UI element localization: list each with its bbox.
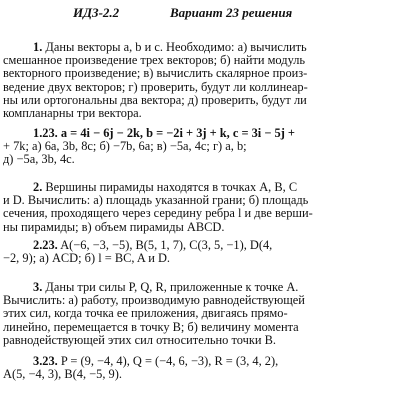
task-3-line: равнодействующей этих сил относительно точки B. (3, 333, 276, 347)
task-3-23-number: 3.23. (33, 355, 58, 368)
task-3-statement (3, 281, 397, 347)
task-3-23-line: A(5, −4, 3), B(4, −5, 9). (3, 368, 122, 382)
task-1-line: смешанное произведение трех векторов; б) найти модуль (3, 54, 306, 68)
task-2-23-data (3, 239, 397, 265)
task-2-23-line: −2, 9); а) ACD; б) l = BC, A и D. (3, 252, 170, 266)
task-3-line: Вычислить: а) работу, производимую равнодействующей (3, 294, 305, 308)
task-3-number: 3. (33, 281, 43, 294)
task-3-line (3, 281, 397, 294)
task-1-text: Даны векторы a, b и c. Необходимо: а) вычислить (45, 41, 307, 54)
task-1-line: векторного произведение; в) вычислить скалярное произ- (3, 67, 308, 81)
variant-title: Вариант 23 решения (170, 5, 293, 20)
task-3-line: этих сил, когда точка ее приложения, двигаясь прямо- (3, 307, 288, 321)
page-header (0, 5, 400, 23)
task-3-line: линейно, перемещается в точку B; б) величину момента (3, 320, 299, 334)
task-2-text: Вершины пирамиды находятся в точках A, B, C (45, 181, 298, 194)
task-3-text: Даны три силы P, Q, R, приложенные к точке A. (45, 281, 299, 294)
task-1-23-data (3, 127, 397, 167)
task-1-23-line: + 7k; а) 6a, 3b, 8c; б) −7b, 6a; в) −5a, 4c; г) a, b; (3, 140, 247, 154)
task-2-line (3, 181, 397, 194)
task-1-line: ны или ортогональны два вектора; д) проверить, будут ли (3, 93, 307, 107)
task-1-line: компланарны три вектора. (3, 106, 142, 120)
task-3-23-data (3, 355, 397, 381)
task-1-number: 1. (33, 41, 43, 54)
task-1-23-line (3, 127, 397, 140)
task-2-23-line (3, 239, 397, 252)
task-2-statement (3, 181, 397, 234)
task-2-line: ны пирамиды; в) объем пирамиды ABCD. (3, 220, 225, 234)
task-3-23-text: P = (9, −4, 4), Q = (−4, 6, −3), R = (3, 4, 2), (60, 355, 279, 368)
task-1-23-line: д) −5a, 3b, 4c. (3, 153, 75, 167)
task-1-23-number: 1.23. (33, 127, 58, 140)
assignment-code: ИДЗ-2.2 (73, 5, 120, 20)
task-2-23-number: 2.23. (33, 239, 58, 252)
task-2-23-text: A(−6, −3, −5), B(5, 1, 7), C(3, 5, −1), D(4, (60, 239, 273, 252)
task-2-line: и D. Вычислить: а) площадь указанной грани; б) площадь (3, 194, 309, 208)
task-1-line: ведение двух векторов; г) проверить, будут ли коллинеар- (3, 80, 308, 94)
task-3-23-line (3, 355, 397, 368)
task-1-23-text: a = 4i − 6j − 2k, b = −2i + 3j + k, c = 3i − 5j + (60, 127, 295, 140)
task-2-line: сечения, проходящего через середину ребра l и две верши- (3, 207, 313, 221)
task-1-line (3, 41, 397, 54)
task-1-statement (3, 41, 397, 120)
task-2-number: 2. (33, 181, 43, 194)
